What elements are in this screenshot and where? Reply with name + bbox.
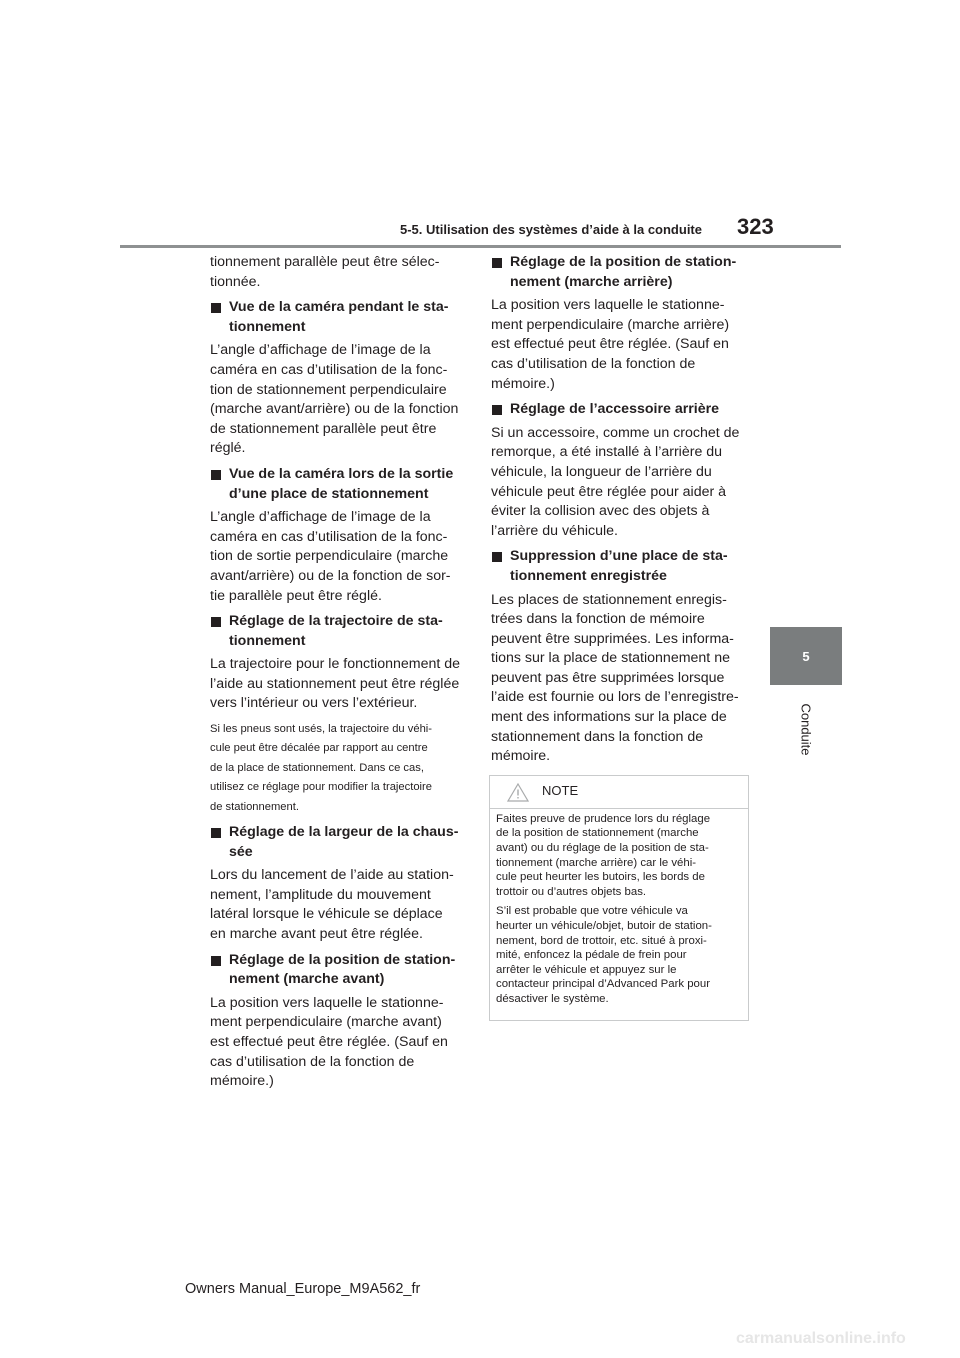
section-heading-text: Réglage de la largeur de la chaus- sée: [229, 824, 459, 860]
note-header: [490, 776, 748, 809]
body-paragraph: La trajectoire pour le fonctionnement de l’aide au stationnement peut être réglée vers l’intérieur ou vers l’extérieur.: [210, 656, 461, 712]
square-bullet-icon: [211, 828, 221, 838]
square-bullet-icon: [492, 552, 502, 562]
note-box: [489, 775, 749, 1021]
header-rule: [120, 245, 841, 248]
body-paragraph: Lors du lancement de l’aide au station- nement, l’amplitude du mouvement latéral lorsque le véhicule se déplace en marche avant peut être réglée.: [210, 867, 454, 943]
square-bullet-icon: [492, 258, 502, 268]
body-paragraph: L’angle d’affichage de l’image de la caméra en cas d’utilisation de la fonc- tion de stationnement perpendiculaire (marche avant/arrière) ou de la fonction de stationnement parallèle peut être réglé.: [210, 342, 459, 457]
section-heading: [210, 612, 465, 651]
body-paragraph: Les places de stationnement enregis- trées dans la fonction de mémoire peuvent être supprimées. Les informa- tions sur la place de stationnement ne peuvent pas être supprimées lorsque l’aide est fournie ou lors de l’enregistre- ment des informations sur la place de stationnement dans la fonction de mémoire.: [491, 591, 739, 765]
square-bullet-icon: [211, 956, 221, 966]
small-note-paragraph: Si les pneus sont usés, la trajectoire du véhi- cule peut être décalée par rapport au centre de la place de stationnement. Dans ce cas, utilisez ce réglage pour modifier la trajectoire de stationnement.: [210, 723, 433, 813]
section-heading-text: Réglage de la position de station- nement (marche arrière): [510, 254, 737, 290]
note-body: [490, 809, 748, 1020]
note-paragraph: Faites preuve de prudence lors du réglage de la position de stationnement (marche avant) ou du réglage de la position de sta- tionnement (marche arrière) car le véhi- cule peut heurter les butoirs, les bords de trottoir ou d’autres objets bas.: [496, 812, 711, 898]
section-heading: [210, 951, 465, 990]
section-heading-text: Réglage de la position de station- nement (marche avant): [229, 951, 456, 988]
note-paragraph: S’il est probable que votre véhicule va heurter un véhicule/objet, butoir de station- nement, bord de trottoir, etc. situé à proxi- mité, enfoncez la pédale de frein pour arrêter le véhicule et appuyez sur le contacteur principal d’Advanced Park pour désactiver le système.: [496, 905, 712, 1005]
section-heading: [210, 298, 465, 337]
footer-text: Owners Manual_Europe_M9A562_fr: [185, 1281, 421, 1297]
body-paragraph: L’angle d’affichage de l’image de la caméra en cas d’utilisation de la fonc- tion de sortie perpendiculaire (marche avant/arrière) ou de la fonction de sor- tie parallèle peut être réglé.: [210, 509, 451, 604]
square-bullet-icon: [211, 617, 221, 627]
section-title: 5-5. Utilisation des systèmes d’aide à la conduite: [400, 222, 702, 237]
body-paragraph: La position vers laquelle le stationne- ment perpendiculaire (marche avant) est effectué peut être réglée. (Sauf en cas d’utilisation de la fonction de mémoire.): [210, 994, 448, 1090]
left-column: [210, 253, 465, 1098]
section-heading-text: Vue de la caméra pendant le sta- tionnement: [229, 299, 449, 335]
section-heading: [210, 465, 465, 504]
body-paragraph: tionnement parallèle peut être sélec- tionnée.: [210, 254, 440, 290]
section-heading-text: Réglage de l’accessoire arrière: [510, 401, 719, 418]
chapter-number: 5: [802, 648, 810, 664]
page-number: 323: [737, 214, 774, 239]
caution-triangle-icon: [507, 783, 529, 802]
square-bullet-icon: [211, 470, 221, 480]
square-bullet-icon: [492, 405, 502, 415]
body-paragraph: La position vers laquelle le stationne- ment perpendiculaire (marche arrière) est effectué peut être réglée. (Sauf en cas d’utilisation de la fonction de mémoire.): [491, 297, 730, 392]
section-heading: [491, 253, 751, 292]
section-heading: [210, 823, 465, 862]
chapter-tab: [770, 627, 842, 685]
right-column-flow: [491, 253, 751, 767]
note-title: NOTE: [542, 782, 579, 798]
watermark: carmanualsonline.info: [736, 1330, 906, 1347]
body-paragraph: Si un accessoire, comme un crochet de remorque, a été installé à l’arrière du véhicule, la longueur de l’arrière du véhicule peut être réglée pour aider à éviter la collision avec des objets à l’arrière du véhicule.: [491, 424, 740, 539]
section-heading: [491, 400, 751, 420]
right-column: [491, 253, 751, 1021]
chapter-label: Conduite: [798, 703, 814, 756]
square-bullet-icon: [211, 303, 221, 313]
section-heading-text: Vue de la caméra lors de la sortie d’une place de stationnement: [229, 465, 454, 502]
section-heading-text: Suppression d’une place de sta- tionnement enregistrée: [510, 548, 728, 584]
section-heading-text: Réglage de la trajectoire de sta- tionnement: [229, 613, 443, 649]
section-heading: [491, 547, 751, 586]
